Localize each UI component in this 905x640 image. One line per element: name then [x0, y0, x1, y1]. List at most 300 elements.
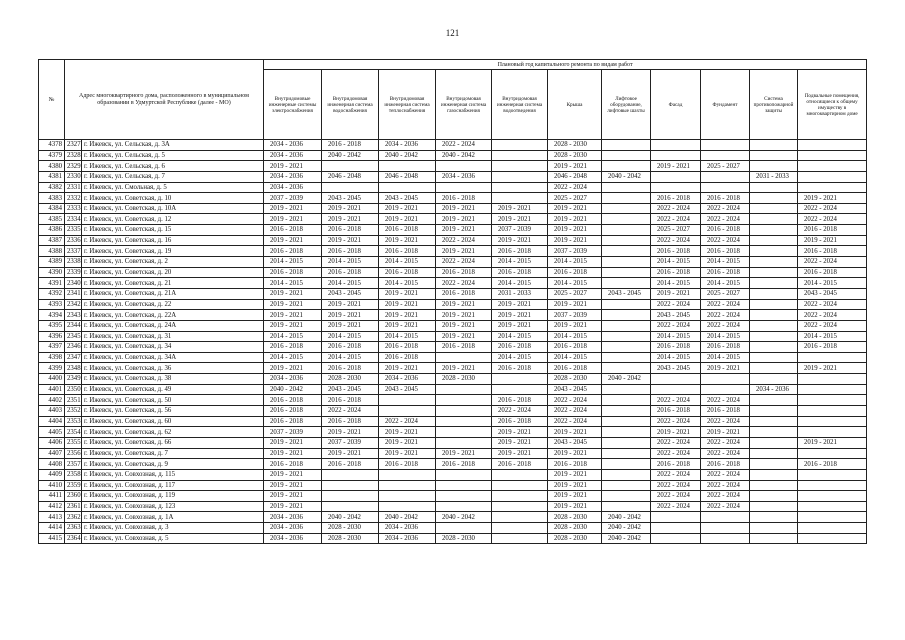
repair-period-cell — [798, 523, 867, 534]
repair-period-cell — [798, 416, 867, 427]
repair-period-cell: 2016 - 2018 — [322, 416, 379, 427]
repair-period-cell: 2019 - 2021 — [548, 161, 602, 172]
repair-period-cell — [322, 480, 379, 491]
house-code: 2332 — [65, 193, 82, 204]
capital-repair-table — [38, 59, 867, 544]
repair-period-cell — [602, 150, 651, 161]
repair-period-cell: 2014 - 2015 — [651, 352, 701, 363]
repair-period-cell — [602, 310, 651, 321]
repair-period-cell: 2022 - 2024 — [701, 469, 750, 480]
repair-period-cell: 2022 - 2024 — [436, 278, 492, 289]
house-code: 2353 — [65, 416, 82, 427]
repair-period-cell: 2028 - 2030 — [436, 374, 492, 385]
repair-period-cell: 2019 - 2021 — [264, 214, 322, 225]
repair-period-cell: 2034 - 2036 — [379, 374, 436, 385]
repair-period-cell: 2022 - 2024 — [548, 406, 602, 417]
repair-period-cell: 2014 - 2015 — [379, 278, 436, 289]
table-row — [39, 310, 867, 321]
house-address: г. Ижевск, ул. Советская, д. 10А — [82, 203, 264, 214]
table-row — [39, 427, 867, 438]
repair-period-cell — [436, 523, 492, 534]
repair-period-cell: 2014 - 2015 — [492, 278, 548, 289]
row-number: 4385 — [39, 214, 65, 225]
row-number: 4401 — [39, 384, 65, 395]
repair-period-cell — [701, 150, 750, 161]
repair-period-cell: 2022 - 2024 — [701, 448, 750, 459]
repair-period-cell: 2019 - 2021 — [264, 437, 322, 448]
repair-period-cell — [436, 491, 492, 502]
repair-period-cell — [701, 523, 750, 534]
row-number: 4408 — [39, 459, 65, 470]
repair-period-cell: 2025 - 2027 — [701, 288, 750, 299]
repair-period-cell — [651, 150, 701, 161]
header-column: Внутридомовая инженерная система газоснабжения — [436, 70, 492, 140]
repair-period-cell: 2034 - 2036 — [379, 533, 436, 544]
repair-period-cell — [602, 427, 651, 438]
repair-period-cell: 2022 - 2024 — [701, 310, 750, 321]
repair-period-cell: 2019 - 2021 — [548, 235, 602, 246]
house-code: 2350 — [65, 384, 82, 395]
repair-period-cell: 2040 - 2042 — [602, 171, 651, 182]
repair-period-cell — [798, 512, 867, 523]
repair-period-cell: 2022 - 2024 — [548, 395, 602, 406]
repair-period-cell: 2019 - 2021 — [379, 203, 436, 214]
repair-period-cell: 2040 - 2042 — [322, 512, 379, 523]
repair-period-cell: 2046 - 2048 — [322, 171, 379, 182]
repair-period-cell — [602, 501, 651, 512]
table-row — [39, 278, 867, 289]
row-number: 4403 — [39, 406, 65, 417]
repair-period-cell: 2019 - 2021 — [379, 363, 436, 374]
repair-period-cell: 2016 - 2018 — [379, 225, 436, 236]
repair-period-cell: 2014 - 2015 — [798, 331, 867, 342]
row-number: 4409 — [39, 469, 65, 480]
repair-period-cell — [492, 150, 548, 161]
repair-period-cell — [602, 257, 651, 268]
repair-period-cell: 2022 - 2024 — [379, 416, 436, 427]
row-number: 4404 — [39, 416, 65, 427]
repair-period-cell — [701, 384, 750, 395]
house-code: 2339 — [65, 267, 82, 278]
house-address: г. Ижевск, ул. Советская, д. 62 — [82, 427, 264, 438]
repair-period-cell: 2016 - 2018 — [651, 459, 701, 470]
repair-period-cell: 2040 - 2042 — [602, 533, 651, 544]
repair-period-cell — [379, 491, 436, 502]
house-code: 2349 — [65, 374, 82, 385]
repair-period-cell — [750, 203, 798, 214]
repair-period-cell: 2043 - 2045 — [322, 288, 379, 299]
repair-period-cell: 2022 - 2024 — [701, 416, 750, 427]
repair-period-cell: 2019 - 2021 — [492, 448, 548, 459]
repair-period-cell: 2016 - 2018 — [322, 363, 379, 374]
repair-period-cell: 2019 - 2021 — [492, 427, 548, 438]
repair-period-cell: 2016 - 2018 — [379, 246, 436, 257]
house-code: 2336 — [65, 235, 82, 246]
repair-period-cell: 2016 - 2018 — [701, 193, 750, 204]
repair-period-cell: 2037 - 2039 — [264, 193, 322, 204]
repair-period-cell: 2034 - 2036 — [264, 182, 322, 193]
house-address: г. Ижевск, ул. Советская, д. 22А — [82, 310, 264, 321]
repair-period-cell: 2040 - 2042 — [602, 512, 651, 523]
row-number: 4411 — [39, 491, 65, 502]
repair-period-cell — [651, 182, 701, 193]
repair-period-cell: 2016 - 2018 — [436, 342, 492, 353]
repair-period-cell: 2031 - 2033 — [492, 288, 548, 299]
house-address: г. Ижевск, ул. Советская, д. 34А — [82, 352, 264, 363]
table-row — [39, 150, 867, 161]
repair-period-cell: 2019 - 2021 — [548, 427, 602, 438]
repair-period-cell: 2022 - 2024 — [436, 257, 492, 268]
repair-period-cell — [379, 395, 436, 406]
house-code: 2327 — [65, 140, 82, 151]
repair-period-cell — [750, 278, 798, 289]
repair-period-cell — [798, 448, 867, 459]
repair-period-cell: 2016 - 2018 — [548, 342, 602, 353]
repair-period-cell — [436, 480, 492, 491]
repair-period-cell — [750, 374, 798, 385]
repair-period-cell: 2014 - 2015 — [701, 331, 750, 342]
repair-period-cell: 2019 - 2021 — [264, 469, 322, 480]
table-row — [39, 203, 867, 214]
repair-period-cell: 2014 - 2015 — [798, 278, 867, 289]
repair-period-cell — [750, 416, 798, 427]
repair-period-cell: 2043 - 2045 — [379, 384, 436, 395]
row-number: 4407 — [39, 448, 65, 459]
table-row — [39, 491, 867, 502]
repair-period-cell: 2016 - 2018 — [264, 406, 322, 417]
repair-period-cell: 2016 - 2018 — [322, 342, 379, 353]
row-number: 4389 — [39, 257, 65, 268]
repair-period-cell — [701, 512, 750, 523]
repair-period-cell — [602, 278, 651, 289]
house-address: г. Ижевск, ул. Советская, д. 20 — [82, 267, 264, 278]
repair-period-cell: 2046 - 2048 — [548, 171, 602, 182]
repair-period-cell: 2019 - 2021 — [548, 480, 602, 491]
repair-period-cell: 2043 - 2045 — [651, 363, 701, 374]
table-row — [39, 448, 867, 459]
repair-period-cell: 2019 - 2021 — [798, 363, 867, 374]
repair-period-cell: 2016 - 2018 — [701, 267, 750, 278]
repair-period-cell: 2019 - 2021 — [379, 320, 436, 331]
repair-period-cell: 2019 - 2021 — [264, 161, 322, 172]
repair-period-cell: 2019 - 2021 — [492, 310, 548, 321]
row-number: 4378 — [39, 140, 65, 151]
row-number: 4393 — [39, 299, 65, 310]
repair-period-cell: 2019 - 2021 — [436, 320, 492, 331]
house-address: г. Ижевск, ул. Советская, д. 16 — [82, 235, 264, 246]
repair-period-cell: 2016 - 2018 — [492, 459, 548, 470]
row-number: 4395 — [39, 320, 65, 331]
repair-period-cell — [750, 182, 798, 193]
repair-period-cell — [602, 352, 651, 363]
repair-period-cell: 2014 - 2015 — [492, 257, 548, 268]
repair-period-cell: 2014 - 2015 — [322, 278, 379, 289]
repair-period-cell: 2022 - 2024 — [701, 203, 750, 214]
table-row — [39, 352, 867, 363]
repair-period-cell: 2019 - 2021 — [264, 501, 322, 512]
house-code: 2359 — [65, 480, 82, 491]
house-address: г. Ижевск, ул. Советская, д. 22 — [82, 299, 264, 310]
house-address: г. Ижевск, ул. Советская, д. 15 — [82, 225, 264, 236]
repair-period-cell: 2016 - 2018 — [264, 459, 322, 470]
repair-period-cell: 2022 - 2024 — [436, 140, 492, 151]
repair-period-cell: 2014 - 2015 — [548, 257, 602, 268]
table-row — [39, 161, 867, 172]
repair-period-cell: 2016 - 2018 — [264, 267, 322, 278]
repair-period-cell: 2016 - 2018 — [492, 267, 548, 278]
table-row — [39, 512, 867, 523]
repair-period-cell: 2019 - 2021 — [492, 437, 548, 448]
repair-period-cell: 2019 - 2021 — [436, 331, 492, 342]
repair-period-cell — [701, 182, 750, 193]
house-code: 2355 — [65, 437, 82, 448]
house-code: 2329 — [65, 161, 82, 172]
repair-period-cell — [701, 140, 750, 151]
repair-period-cell — [798, 352, 867, 363]
row-number: 4397 — [39, 342, 65, 353]
repair-period-cell: 2016 - 2018 — [798, 267, 867, 278]
repair-period-cell — [750, 523, 798, 534]
repair-period-cell: 2025 - 2027 — [548, 193, 602, 204]
repair-period-cell: 2014 - 2015 — [548, 352, 602, 363]
repair-period-cell — [602, 406, 651, 417]
table-row — [39, 437, 867, 448]
row-number: 4394 — [39, 310, 65, 321]
repair-period-cell: 2019 - 2021 — [492, 203, 548, 214]
repair-period-cell: 2019 - 2021 — [322, 310, 379, 321]
repair-period-cell: 2014 - 2015 — [701, 257, 750, 268]
repair-period-cell: 2014 - 2015 — [322, 257, 379, 268]
repair-period-cell — [750, 161, 798, 172]
repair-period-cell — [750, 427, 798, 438]
table-row — [39, 246, 867, 257]
row-number: 4398 — [39, 352, 65, 363]
repair-period-cell: 2028 - 2030 — [548, 533, 602, 544]
repair-period-cell: 2034 - 2036 — [379, 140, 436, 151]
repair-period-cell — [436, 161, 492, 172]
house-code: 2330 — [65, 171, 82, 182]
repair-period-cell: 2043 - 2045 — [548, 437, 602, 448]
repair-period-cell — [750, 480, 798, 491]
repair-period-cell: 2019 - 2021 — [379, 299, 436, 310]
repair-period-cell: 2014 - 2015 — [492, 331, 548, 342]
repair-period-cell: 2022 - 2024 — [651, 214, 701, 225]
row-number: 4384 — [39, 203, 65, 214]
repair-period-cell — [798, 140, 867, 151]
repair-period-cell: 2016 - 2018 — [492, 416, 548, 427]
repair-period-cell — [602, 225, 651, 236]
repair-period-cell: 2016 - 2018 — [798, 246, 867, 257]
repair-period-cell — [492, 523, 548, 534]
repair-period-cell — [798, 384, 867, 395]
house-code: 2363 — [65, 523, 82, 534]
repair-period-cell — [651, 171, 701, 182]
repair-period-cell: 2019 - 2021 — [548, 214, 602, 225]
row-number: 4396 — [39, 331, 65, 342]
repair-period-cell: 2019 - 2021 — [264, 203, 322, 214]
repair-period-cell: 2043 - 2045 — [602, 288, 651, 299]
repair-period-cell: 2016 - 2018 — [651, 342, 701, 353]
repair-period-cell: 2019 - 2021 — [436, 225, 492, 236]
repair-period-cell — [379, 501, 436, 512]
repair-period-cell: 2028 - 2030 — [548, 374, 602, 385]
repair-period-cell: 2014 - 2015 — [651, 278, 701, 289]
table-row — [39, 193, 867, 204]
repair-period-cell — [379, 161, 436, 172]
repair-period-cell: 2019 - 2021 — [264, 480, 322, 491]
repair-period-cell: 2014 - 2015 — [548, 331, 602, 342]
repair-period-cell: 2022 - 2024 — [701, 320, 750, 331]
repair-period-cell — [379, 480, 436, 491]
repair-period-cell: 2022 - 2024 — [798, 257, 867, 268]
repair-period-cell: 2019 - 2021 — [548, 448, 602, 459]
header-column: Лифтовое оборудование, лифтовые шахты — [602, 70, 651, 140]
house-address: г. Ижевск, ул. Советская, д. 38 — [82, 374, 264, 385]
repair-period-cell — [750, 310, 798, 321]
repair-period-cell — [492, 469, 548, 480]
repair-period-cell — [602, 459, 651, 470]
row-number: 4406 — [39, 437, 65, 448]
repair-period-cell — [750, 437, 798, 448]
repair-period-cell — [750, 320, 798, 331]
repair-period-cell: 2043 - 2045 — [322, 384, 379, 395]
repair-period-cell: 2028 - 2030 — [548, 512, 602, 523]
repair-period-cell: 2034 - 2036 — [264, 512, 322, 523]
repair-period-cell — [651, 374, 701, 385]
repair-period-cell: 2022 - 2024 — [701, 235, 750, 246]
house-address: г. Ижевск, ул. Совхозная, д. 117 — [82, 480, 264, 491]
house-code: 2334 — [65, 214, 82, 225]
table-body — [39, 140, 867, 544]
house-address: г. Ижевск, ул. Советская, д. 7 — [82, 448, 264, 459]
header-column: Система противопожарной защиты — [750, 70, 798, 140]
repair-period-cell — [436, 384, 492, 395]
repair-period-cell — [798, 480, 867, 491]
repair-period-cell: 2019 - 2021 — [701, 427, 750, 438]
repair-period-cell: 2016 - 2018 — [436, 459, 492, 470]
repair-period-cell: 2019 - 2021 — [264, 310, 322, 321]
repair-period-cell: 2019 - 2021 — [379, 214, 436, 225]
repair-period-cell — [602, 331, 651, 342]
row-number: 4415 — [39, 533, 65, 544]
repair-period-cell: 2022 - 2024 — [798, 214, 867, 225]
repair-period-cell — [750, 342, 798, 353]
repair-period-cell — [436, 416, 492, 427]
repair-period-cell — [379, 406, 436, 417]
repair-period-cell: 2019 - 2021 — [379, 427, 436, 438]
repair-period-cell — [379, 469, 436, 480]
repair-period-cell: 2040 - 2042 — [379, 150, 436, 161]
table-row — [39, 395, 867, 406]
repair-period-cell: 2046 - 2048 — [379, 171, 436, 182]
repair-period-cell: 2022 - 2024 — [436, 235, 492, 246]
table-row — [39, 406, 867, 417]
repair-period-cell: 2016 - 2018 — [798, 459, 867, 470]
table-row — [39, 299, 867, 310]
repair-period-cell — [602, 203, 651, 214]
repair-period-cell: 2022 - 2024 — [651, 501, 701, 512]
repair-period-cell — [798, 501, 867, 512]
house-code: 2328 — [65, 150, 82, 161]
house-code: 2348 — [65, 363, 82, 374]
repair-period-cell — [798, 406, 867, 417]
repair-period-cell — [436, 352, 492, 363]
repair-period-cell — [492, 193, 548, 204]
repair-period-cell — [750, 193, 798, 204]
repair-period-cell — [436, 395, 492, 406]
repair-period-cell — [436, 437, 492, 448]
repair-period-cell: 2040 - 2042 — [602, 523, 651, 534]
house-address: г. Ижевск, ул. Совхозная, д. 119 — [82, 491, 264, 502]
table-row — [39, 320, 867, 331]
repair-period-cell — [798, 374, 867, 385]
table-row — [39, 235, 867, 246]
house-code: 2361 — [65, 501, 82, 512]
row-number: 4405 — [39, 427, 65, 438]
house-code: 2358 — [65, 469, 82, 480]
repair-period-cell: 2019 - 2021 — [548, 501, 602, 512]
header-column: Внутридомовая инженерная система водоотведения — [492, 70, 548, 140]
repair-period-cell — [701, 374, 750, 385]
table-row — [39, 501, 867, 512]
repair-period-cell — [798, 182, 867, 193]
house-code: 2356 — [65, 448, 82, 459]
repair-period-cell: 2016 - 2018 — [701, 225, 750, 236]
repair-period-cell: 2034 - 2036 — [750, 384, 798, 395]
repair-period-cell — [750, 299, 798, 310]
house-address: г. Ижевск, ул. Советская, д. 31 — [82, 331, 264, 342]
repair-period-cell: 2022 - 2024 — [651, 480, 701, 491]
repair-period-cell: 2022 - 2024 — [701, 501, 750, 512]
repair-period-cell: 2037 - 2039 — [548, 310, 602, 321]
house-code: 2354 — [65, 427, 82, 438]
repair-period-cell: 2019 - 2021 — [322, 235, 379, 246]
repair-period-cell — [750, 406, 798, 417]
repair-period-cell: 2019 - 2021 — [436, 246, 492, 257]
row-number: 4381 — [39, 171, 65, 182]
house-address: г. Ижевск, ул. Сельская, д. 3А — [82, 140, 264, 151]
repair-period-cell: 2016 - 2018 — [322, 140, 379, 151]
repair-period-cell: 2040 - 2042 — [322, 150, 379, 161]
header-address: Адрес многоквартирного дома, расположенного в муниципальном образовании в Удмуртской Республике (далее - МО) — [65, 60, 264, 140]
house-address: г. Ижевск, ул. Советская, д. 12 — [82, 214, 264, 225]
repair-period-cell — [750, 235, 798, 246]
repair-period-cell: 2022 - 2024 — [322, 406, 379, 417]
repair-period-cell: 2022 - 2024 — [651, 320, 701, 331]
repair-period-cell — [379, 182, 436, 193]
row-number: 4386 — [39, 225, 65, 236]
repair-period-cell — [492, 374, 548, 385]
repair-period-cell — [492, 533, 548, 544]
table-row — [39, 288, 867, 299]
repair-period-cell — [492, 384, 548, 395]
repair-period-cell: 2014 - 2015 — [548, 278, 602, 289]
repair-period-cell: 2016 - 2018 — [264, 416, 322, 427]
repair-period-cell: 2016 - 2018 — [322, 395, 379, 406]
house-code: 2341 — [65, 288, 82, 299]
repair-period-cell: 2022 - 2024 — [548, 416, 602, 427]
header-column: Подвальные помещения, относящиеся к общему имуществу в многоквартирном доме — [798, 70, 867, 140]
repair-period-cell: 2016 - 2018 — [436, 267, 492, 278]
repair-period-cell — [798, 395, 867, 406]
repair-period-cell: 2034 - 2036 — [264, 150, 322, 161]
repair-period-cell: 2040 - 2042 — [602, 374, 651, 385]
row-number: 4413 — [39, 512, 65, 523]
row-number: 4399 — [39, 363, 65, 374]
repair-period-cell — [602, 342, 651, 353]
house-code: 2357 — [65, 459, 82, 470]
repair-period-cell: 2019 - 2021 — [436, 299, 492, 310]
